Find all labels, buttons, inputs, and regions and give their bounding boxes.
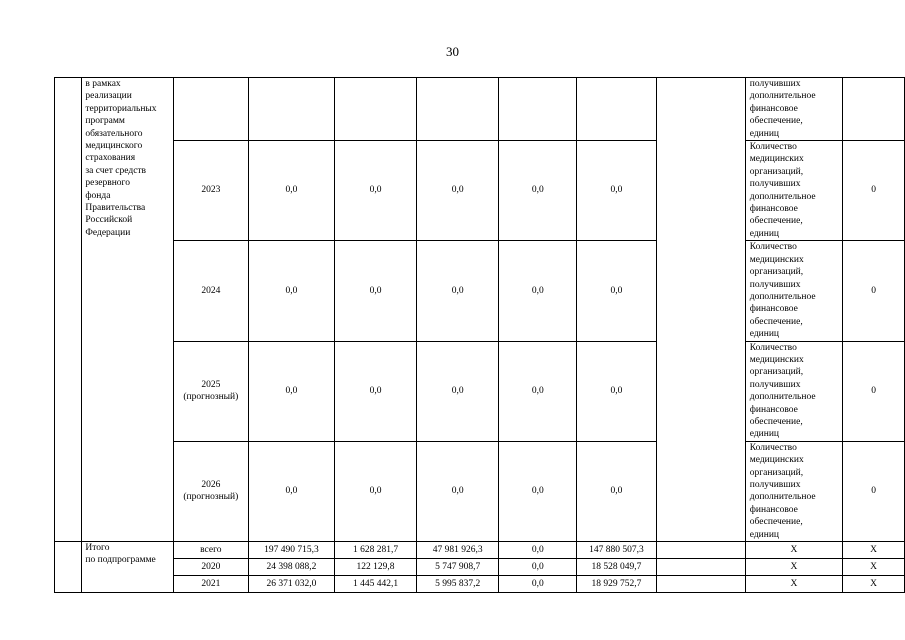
value-cell: 1 628 281,7 xyxy=(335,542,417,559)
indicator-line: дополнительное xyxy=(749,291,816,302)
value-cell: 0,0 xyxy=(499,341,577,441)
year-cell xyxy=(174,441,249,541)
indicator-line: организаций, xyxy=(749,267,804,278)
indicator-line: обеспечение, xyxy=(749,316,803,327)
year-cell xyxy=(174,341,249,441)
year-label: 2024 xyxy=(201,285,221,296)
indicator-cell xyxy=(745,241,842,341)
target-mark-cell: X xyxy=(843,559,905,576)
name-line: резервного xyxy=(85,178,130,189)
value-cell: 0,0 xyxy=(335,141,417,241)
target-mark-cell: X xyxy=(843,576,905,593)
year-cell xyxy=(174,241,249,341)
table-row xyxy=(55,341,905,441)
indicator-mark-cell: X xyxy=(745,576,842,593)
value-cell: 0,0 xyxy=(335,441,417,541)
value-cell: 0,0 xyxy=(416,141,499,241)
value-cell: 26 371 032,0 xyxy=(248,576,335,593)
indicator-line: единиц xyxy=(749,128,780,139)
indicator-line: финансовое xyxy=(749,504,798,515)
target-cell: 0 xyxy=(843,241,905,341)
name-line: за счет средств xyxy=(85,165,147,176)
period-cell: 2020 xyxy=(174,559,249,576)
value-cell: 0,0 xyxy=(577,341,657,441)
name-line: Российской xyxy=(85,215,133,226)
value-cell: 0,0 xyxy=(499,576,577,593)
value-cell: 122 129,8 xyxy=(335,559,417,576)
total-row xyxy=(55,542,905,559)
indicator-line: обеспечение, xyxy=(749,116,803,127)
value-cell xyxy=(577,78,657,141)
value-cell: 24 398 088,2 xyxy=(248,559,335,576)
number-cell xyxy=(55,78,82,542)
year-cell xyxy=(174,78,249,141)
year-label: 2026 xyxy=(201,480,221,490)
executor-cell xyxy=(656,576,745,593)
value-cell: 0,0 xyxy=(248,341,335,441)
year-label: 2025 xyxy=(201,379,221,390)
indicator-line: единиц xyxy=(749,329,780,340)
indicator-line: получивших xyxy=(749,179,801,190)
name-line: территориальных xyxy=(85,103,157,114)
period-cell: всего xyxy=(174,542,249,559)
value-cell: 0,0 xyxy=(248,241,335,341)
value-cell: 0,0 xyxy=(499,441,577,541)
value-cell xyxy=(499,78,577,141)
indicator-line: обеспечение, xyxy=(749,416,803,427)
value-cell: 0,0 xyxy=(335,241,417,341)
target-cell: 0 xyxy=(843,141,905,241)
year-label: 2023 xyxy=(201,185,221,196)
value-cell: 0,0 xyxy=(577,241,657,341)
indicator-line: медицинских xyxy=(749,455,804,466)
name-line: Федерации xyxy=(85,227,131,238)
table-row xyxy=(55,441,905,541)
indicator-line: получивших xyxy=(749,379,801,390)
number-cell xyxy=(55,542,82,593)
indicator-cell xyxy=(745,78,842,141)
name-line: реализации xyxy=(85,91,132,102)
table-row-continuation xyxy=(55,78,905,141)
indicator-line: организаций, xyxy=(749,467,804,478)
value-cell: 0,0 xyxy=(499,542,577,559)
value-cell: 0,0 xyxy=(577,441,657,541)
total-row xyxy=(55,559,905,576)
value-cell: 1 445 442,1 xyxy=(335,576,417,593)
value-cell: 0,0 xyxy=(499,241,577,341)
target-mark-cell: X xyxy=(843,542,905,559)
indicator-line: организаций, xyxy=(749,166,804,177)
target-cell: 0 xyxy=(843,441,905,541)
indicator-mark-cell: X xyxy=(745,559,842,576)
indicator-line: единиц xyxy=(749,529,780,540)
indicator-line: медицинских xyxy=(749,354,804,365)
indicator-cell xyxy=(745,141,842,241)
indicator-mark-cell: X xyxy=(745,542,842,559)
executor-cell xyxy=(656,559,745,576)
value-cell: 0,0 xyxy=(416,341,499,441)
indicator-line: Количество xyxy=(749,142,797,153)
name-line: фонда xyxy=(85,190,111,201)
executor-cell xyxy=(656,78,745,542)
table-row xyxy=(55,141,905,241)
page-number: 30 xyxy=(446,44,459,59)
indicator-line: обеспечение, xyxy=(749,216,803,227)
value-cell xyxy=(335,78,417,141)
value-cell: 0,0 xyxy=(335,341,417,441)
value-cell: 0,0 xyxy=(416,241,499,341)
indicator-cell xyxy=(745,441,842,541)
value-cell: 18 528 049,7 xyxy=(577,559,657,576)
value-cell: 0,0 xyxy=(499,141,577,241)
indicator-line: Количество xyxy=(749,242,797,253)
indicator-line: финансовое xyxy=(749,204,798,215)
value-cell: 0,0 xyxy=(577,141,657,241)
value-cell xyxy=(416,78,499,141)
year-note: (прогнозный) xyxy=(183,492,239,503)
indicator-line: дополнительное xyxy=(749,91,816,102)
target-cell xyxy=(843,78,905,141)
value-cell xyxy=(248,78,335,141)
name-line: Правительства xyxy=(85,203,146,214)
indicator-line: организаций, xyxy=(749,367,804,378)
indicator-line: дополнительное xyxy=(749,191,816,202)
year-note: (прогнозный) xyxy=(183,392,239,403)
name-line: медицинского xyxy=(85,141,143,152)
table-row xyxy=(55,241,905,341)
indicator-line: медицинских xyxy=(749,154,804,165)
value-cell: 5 747 908,7 xyxy=(416,559,499,576)
year-cell xyxy=(174,141,249,241)
indicator-line: дополнительное xyxy=(749,392,816,403)
indicator-line: обеспечение, xyxy=(749,517,803,528)
indicator-line: медицинских xyxy=(749,254,804,265)
indicator-line: Количество xyxy=(749,442,797,453)
budget-table xyxy=(54,77,905,593)
value-cell: 5 995 837,2 xyxy=(416,576,499,593)
indicator-line: дополнительное xyxy=(749,492,816,503)
indicator-line: финансовое xyxy=(749,103,798,114)
total-label-cell xyxy=(82,542,174,593)
name-line: обязательного xyxy=(85,128,143,139)
period-cell: 2021 xyxy=(174,576,249,593)
total-label-line: Итого xyxy=(85,543,110,554)
name-line: в рамках xyxy=(85,79,121,89)
value-cell: 0,0 xyxy=(248,441,335,541)
indicator-line: получивших xyxy=(749,79,801,89)
indicator-line: единиц xyxy=(749,429,780,440)
value-cell: 0,0 xyxy=(499,559,577,576)
measure-name-cell xyxy=(82,78,174,542)
indicator-line: получивших xyxy=(749,480,801,490)
name-line: страхования xyxy=(85,153,136,164)
target-cell: 0 xyxy=(843,341,905,441)
indicator-line: единиц xyxy=(749,228,780,239)
indicator-line: получивших xyxy=(749,279,801,290)
indicator-line: Количество xyxy=(749,342,797,353)
total-row xyxy=(55,576,905,593)
indicator-cell xyxy=(745,341,842,441)
value-cell: 147 880 507,3 xyxy=(577,542,657,559)
value-cell: 197 490 715,3 xyxy=(248,542,335,559)
executor-cell xyxy=(656,542,745,559)
value-cell: 47 981 926,3 xyxy=(416,542,499,559)
name-line: программ xyxy=(85,116,125,127)
indicator-line: финансовое xyxy=(749,404,798,415)
total-label-line: по подпрограмме xyxy=(85,555,156,566)
indicator-line: финансовое xyxy=(749,304,798,315)
value-cell: 0,0 xyxy=(416,441,499,541)
value-cell: 0,0 xyxy=(248,141,335,241)
value-cell: 18 929 752,7 xyxy=(577,576,657,593)
